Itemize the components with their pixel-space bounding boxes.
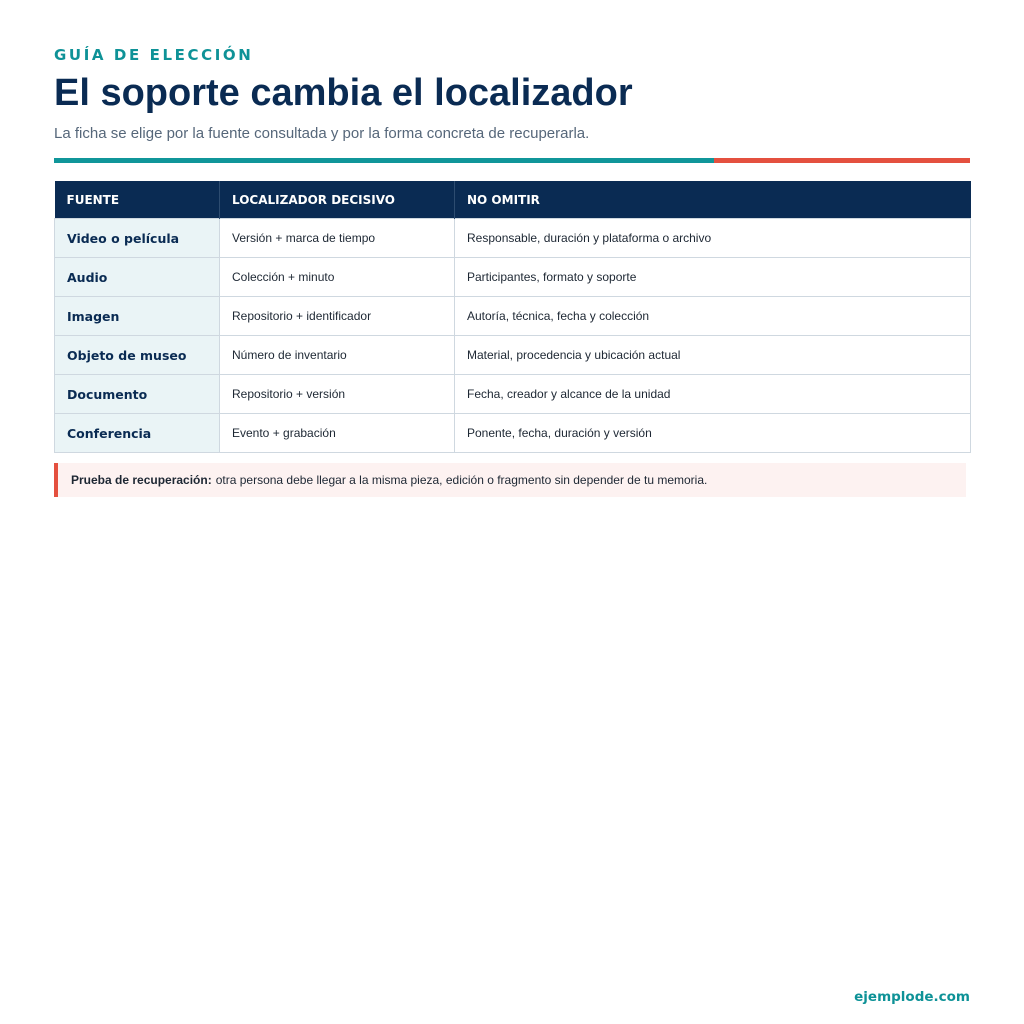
guide-table xyxy=(54,181,971,453)
accent-rule xyxy=(54,158,970,163)
recovery-test-note xyxy=(54,463,966,497)
column-header-fuente: FUENTE xyxy=(55,181,220,219)
source-cell: Documento xyxy=(55,375,220,414)
required-cell: Ponente, fecha, duración y versión xyxy=(455,414,971,453)
accent-rule-teal xyxy=(54,158,714,163)
required-cell: Fecha, creador y alcance de la unidad xyxy=(455,375,971,414)
source-cell: Conferencia xyxy=(55,414,220,453)
kicker: GUÍA DE ELECCIÓN xyxy=(54,46,254,64)
note-label: Prueba de recuperación: xyxy=(71,473,212,487)
required-cell: Material, procedencia y ubicación actual xyxy=(455,336,971,375)
table-row xyxy=(55,414,971,453)
accent-rule-red xyxy=(714,158,970,163)
column-header-localizador: LOCALIZADOR DECISIVO xyxy=(220,181,455,219)
column-header-no-omitir: NO OMITIR xyxy=(455,181,971,219)
locator-cell: Repositorio + identificador xyxy=(220,297,455,336)
required-cell: Responsable, duración y plataforma o archivo xyxy=(455,219,971,258)
table-row xyxy=(55,336,971,375)
page-title: El soporte cambia el localizador xyxy=(54,72,633,114)
source-cell: Audio xyxy=(55,258,220,297)
source-cell: Imagen xyxy=(55,297,220,336)
table-header-row xyxy=(55,181,971,219)
required-cell: Participantes, formato y soporte xyxy=(455,258,971,297)
brand-link[interactable]: ejemplode.com xyxy=(854,989,970,1005)
table-row xyxy=(55,297,971,336)
source-cell: Objeto de museo xyxy=(55,336,220,375)
locator-cell: Versión + marca de tiempo xyxy=(220,219,455,258)
required-cell: Autoría, técnica, fecha y colección xyxy=(455,297,971,336)
locator-cell: Repositorio + versión xyxy=(220,375,455,414)
locator-cell: Evento + grabación xyxy=(220,414,455,453)
table-row xyxy=(55,219,971,258)
locator-cell: Colección + minuto xyxy=(220,258,455,297)
table-row xyxy=(55,375,971,414)
source-cell: Video o película xyxy=(55,219,220,258)
page-subtitle: La ficha se elige por la fuente consultada y por la forma concreta de recuperarla. xyxy=(54,125,590,142)
table-row xyxy=(55,258,971,297)
note-text: otra persona debe llegar a la misma pieza, edición o fragmento sin depender de tu memoria. xyxy=(215,473,708,487)
locator-cell: Número de inventario xyxy=(220,336,455,375)
